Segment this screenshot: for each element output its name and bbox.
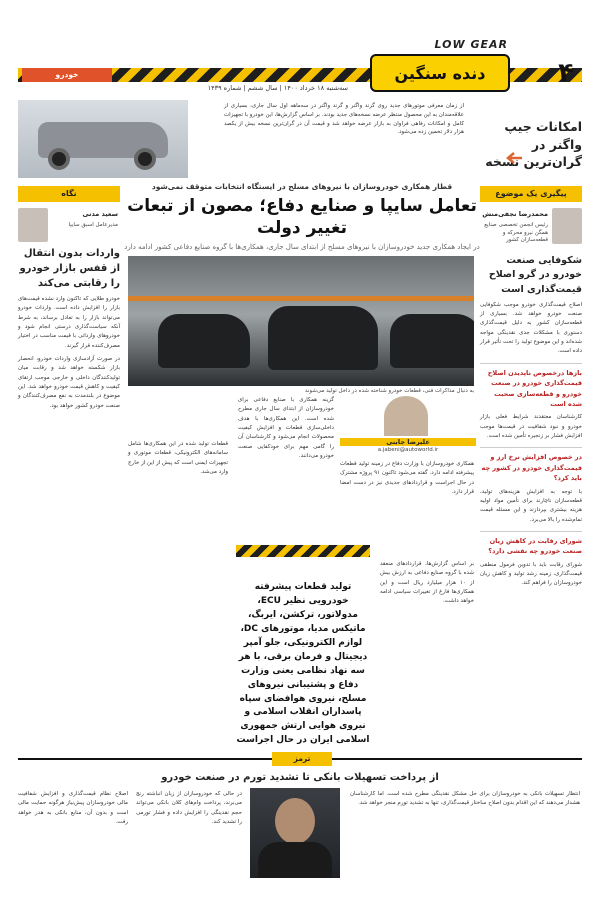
left-author (18, 208, 120, 246)
page-header (18, 38, 582, 94)
main-title: تعامل سایپا و صنایع دفاع؛ مصون از تبعات تغییر دولت (127, 196, 477, 239)
main-kicker: قطار همکاری خودروسازان با نیروهای مسلح در ایستگاه انتخابات متوقف نمی‌شود (151, 182, 453, 191)
left-headline: واردات بدون انتقال از قفس بازار خودرو را رقابتی می‌کند (19, 248, 120, 289)
right-headline: شکوفایی صنعت خودرو در گرو اصلاح قیمت‌گذاری است (488, 255, 582, 295)
avatar (384, 396, 428, 436)
bottom-text: اصلاح نظام قیمت‌گذاری و افزایش شفافیت مالی خودروسازان پیش‌نیاز هرگونه حمایت مالی است و بدون آن، منابع بانکی به هدر خواهد رفت. (18, 791, 128, 826)
article-text: گزینه همکاری با صنایع دفاعی برای خودروسازان از ابتدای سال جاری مطرح شده است. این همکاری‌ها با هدف داخلی‌سازی قطعات و افزایش کیفیت محصولات انجام می‌شود و کارشناسان آن را گامی مهم برای خودکفایی صنعت خودرو می‌دانند. (238, 397, 334, 460)
right-paragraph: شورای رقابت باید با تدوین فرمول منطقی قیمت‌گذاری، زمینه رشد تولید و کاهش زیان خودروسازان را فراهم کند. (480, 561, 582, 587)
right-paragraph: با توجه به افزایش هزینه‌های تولید، قطعه‌سازان ناچارند برای تأمین مواد اولیه هزینه بیشتری بپردازند و این مسئله قیمت تمام‌شده را بالا می‌برد. (480, 488, 582, 523)
left-paragraph: در صورت آزادسازی واردات خودرو، انحصار بازار شکسته خواهد شد و رقابت میان تولیدکنندگان داخلی و خارجی موجب ارتقای کیفیت و کاهش قیمت خودرو خواهد شد. این موضوع در بلندمدت به نفع مصرف‌کنندگان و صنعت خودرو کشور خواهد بود. (18, 356, 120, 409)
author-name: سعید مدنی (82, 210, 118, 218)
columnist-name: علیرضا جابنی (340, 438, 476, 446)
avatar (552, 208, 582, 244)
author-name: محمدرضا نجفی‌منش (482, 210, 548, 218)
main-subtitle: در ایجاد همکاری جدید خودروسازان با نیروهای مسلح از ابتدای سال جاری، همکاری‌ها با گروه صنایع دفاعی کشور ادامه دارد (124, 243, 480, 252)
top-story (18, 100, 582, 178)
author-role: مدیرعامل اسبق سایپا (68, 222, 118, 228)
quote-text: تولید قطعات پیشرفته خودرویی نظیر ECU، مدولاتور، ترکشن، ایربگ، ماتیکس مدیا، موتورهای DC، لوازم الکترونیکی، جلو آمپر دیجیتال و فرمان برقی، با هر سه نهاد نظامی یعنی وزارت دفاع و پشتیبانی نیروهای مسلح، نیروی هوافضای سپاه پاسداران انقلاب اسلامی و نیروی هوایی ارتش جمهوری اسلامی ایران در حال اجراست (236, 582, 370, 746)
avatar (18, 208, 48, 242)
right-paragraph: اصلاح قیمت‌گذاری خودرو موجب شکوفایی صنعت خودرو خواهد شد. بسیاری از قطعه‌سازان کشور به دلیل قیمت‌گذاری دستوری با مشکلات جدی نقدینگی مواجه شده‌اند و این موضوع تولید را تحت تأثیر قرار داده است. (480, 301, 582, 355)
right-paragraph: کارشناسان معتقدند شرایط فعلی بازار خودرو و نبود شفافیت در قیمت‌ها موجب افزایش فشار بر زنجیره تأمین شده است. (480, 414, 582, 440)
right-column-tag: پیگیری یک موضوع (480, 186, 582, 202)
left-paragraph: خودرو طلایی که تاکنون وارد نشده قیمت‌های بازار را افزایش داده است. واردات خودرو می‌تواند بازار را به تعادل برساند، به شرط آنکه سیاست‌گذاری درستی انجام شود و خودروهای وارداتی با قیمت مناسب در اختیار مصرف‌کننده قرار گیرند. (18, 296, 120, 349)
columnist-email: a.jabeni@autoworld.ir (377, 447, 439, 453)
article-text: بر اساس گزارش‌ها، قراردادهای منعقد شده با گروه صنایع دفاعی به ارزش بیش از ۱۰ هزار میلیارد ریال است و این همکاری‌ها فارغ از تغییرات سیاسی ادامه خواهد داشت. (380, 561, 475, 605)
right-callout: شورای رقابت در کاهش زیان صنعت خودرو چه نقشی دارد؟ (480, 531, 582, 557)
article-text: قطعات تولید شده در این همکاری‌ها شامل سامانه‌های الکترونیکی، قطعات موتوری و تجهیزات ایمنی است که پیش از این از خارج وارد می‌شد. (128, 441, 228, 476)
bottom-photo (250, 788, 340, 878)
author-role: رئیس انجمن تخصصی صنایع همگن نیرو محرکه و قطعه‌سازان کشور (484, 222, 548, 244)
page-number: ۴ (558, 58, 574, 88)
bottom-logo: ترمز (272, 752, 332, 766)
section-logo: دنده سنگین (370, 54, 510, 92)
low-gear-label: LOW GEAR (434, 38, 508, 51)
right-callout: بازها درخصوص ناپدیدن اصلاح قیمت‌گذاری خودرو در صنعت خودرو و قطعه‌سازی صحبت شده است (480, 363, 582, 410)
brand-badge: خودرو (22, 68, 112, 82)
columnist-block (340, 396, 476, 452)
factory-photo (128, 256, 474, 386)
left-column-tag: نگاه (18, 186, 120, 202)
photo-caption: به دنبال مذاکرات فنی، قطعات خودرو شناخته شده در داخل تولید می‌شوند (304, 388, 474, 394)
bottom-text: در حالی که خودروسازان از زیان انباشته رنج می‌برند، پرداخت وام‌های کلان بانکی می‌تواند حجم نقدینگی را افزایش داده و فشار تورمی را تشدید کند. (136, 791, 242, 826)
arrow-icon (504, 152, 522, 164)
quote-stripe (236, 545, 370, 557)
jeep-photo (18, 100, 188, 178)
right-author (480, 208, 582, 252)
article-text: همکاری خودروسازان با وزارت دفاع در زمینه تولید قطعات پیشرفته ادامه دارد. گفته می‌شود تاکنون ۹۱ پروژه مشترک در حال اجراست و قراردادهای جدیدی نیز در دست امضا قرار دارد. (340, 461, 474, 496)
bottom-section-bar (18, 752, 582, 766)
top-story-body: از زمان معرفی موتورهای جدید روی گرند واگنر و گرند واگنر در سه‌ماهه اول سال جاری، بسیاری از علاقه‌مندان به این محصول منتظر عرضه نسخه‌های جدید بودند. بر اساس گزارش‌ها، این خودرو با تجهیزات کامل و امکانات رفاهی فراوان به بازار عرضه خواهد شد و قیمت آن در گران‌ترین نسخه بیش از یکصد هزار دلار تخمین زده می‌شود. (224, 103, 464, 136)
main-headline-block (118, 182, 486, 252)
top-story-title: امکانات جیپ واگنر در گران‌ترین نسخه (485, 119, 582, 169)
date-line: سه‌شنبه ۱۸ خرداد ۱۴۰۰ | سال ششم | شماره ۱۴۳۹ (207, 84, 348, 92)
bottom-headline: از پرداخت تسهیلات بانکی تا تشدید تورم در صنعت خودرو (161, 772, 439, 783)
bottom-text: انتظار تسهیلات بانکی به خودروسازان برای حل مشکل نقدینگی مطرح شده است. اما کارشناسان هشدار می‌دهند که این اقدام بدون اصلاح ساختار قیمت‌گذاری، تنها به تشدید تورم منجر خواهد شد. (350, 791, 580, 807)
quote-panel (236, 545, 370, 746)
right-callout: در خصوص افزایش نرخ ارز و قیمت‌گذاری خودرو در کشور چه باید کرد؟ (480, 447, 582, 483)
